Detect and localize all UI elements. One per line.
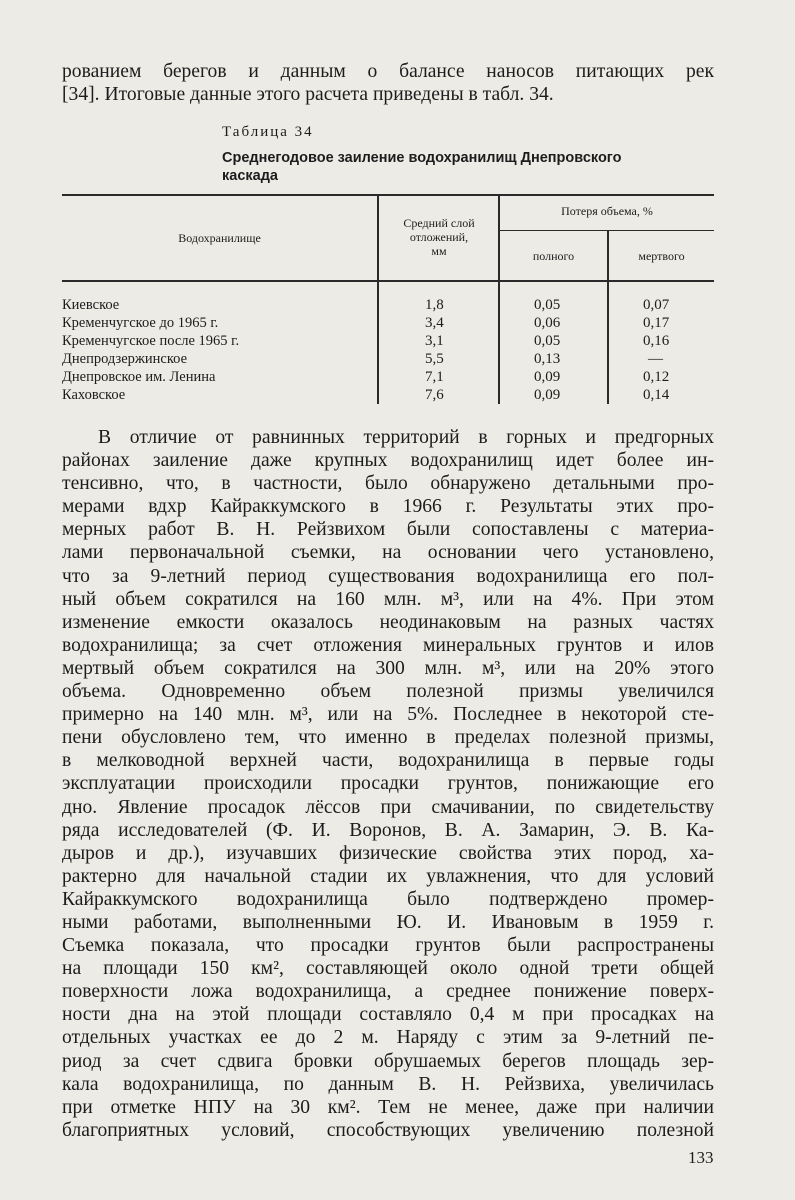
text-line: эксплуатации происходили просадки грунтов, понижающие его [62, 773, 714, 795]
text-line: В отличие от равнинных территорий в горных и предгорных [98, 427, 714, 448]
full-loss-value: 0,09 [534, 369, 561, 385]
full-loss-value: 0,13 [534, 351, 561, 367]
text-line: рованием берегов и данным о балансе наносов питающих рек [62, 61, 714, 82]
text-line: кала водохранилища, по данным В. Н. Рейзвиха, увеличилась [62, 1073, 714, 1095]
text-line: [34]. Итоговые данные этого расчета приведены в табл. 34. [62, 84, 554, 106]
page-number: 133 [688, 1148, 714, 1167]
table-label: Таблица 34 [222, 124, 314, 140]
header-reservoir: Водохранилище [178, 231, 261, 245]
table-title-line: каскада [222, 168, 278, 184]
header-layer-line: мм [431, 244, 447, 258]
text-line: при отметке НПУ на 30 км². Тем не менее, даже при наличии [62, 1096, 714, 1118]
text-line: дно. Явление просадок лёссов при смачивании, по свидетельству [62, 796, 714, 818]
reservoir-name: Киевское [62, 297, 120, 313]
text-line: ными работами, выполненными Ю. И. Ивановым в 1959 г. [62, 911, 714, 933]
layer-value: 3,4 [425, 315, 444, 331]
full-loss-value: 0,09 [534, 387, 561, 403]
text-line: отдельных участках ее до 2 м. Наряду с этим за 9-летний пе- [62, 1027, 714, 1049]
full-loss-value: 0,06 [534, 315, 561, 331]
dead-loss-value: 0,12 [643, 369, 670, 385]
header-layer-line: Средний слой [403, 216, 475, 230]
dead-loss-value: 0,16 [643, 333, 670, 349]
text-line: на площади 150 км², составляющей около одной трети общей [62, 958, 714, 980]
text-line: благоприятных условий, способствующих увеличению полезной [62, 1119, 714, 1141]
text-line: риод за счет сдвига бровки обрушаемых берегов площадь зер- [62, 1050, 714, 1072]
text-line: водохранилища; за счет отложения минеральных грунтов и илов [62, 634, 714, 656]
layer-value: 7,6 [425, 387, 444, 403]
column-divider [377, 194, 379, 404]
layer-value: 5,5 [425, 351, 444, 367]
text-line: ряда исследователей (Ф. И. Воронов, В. А. Замарин, Э. В. Ка- [62, 819, 714, 841]
header-layer [380, 216, 498, 258]
table-title [222, 149, 692, 185]
reservoir-name: Каховское [62, 387, 126, 403]
table-title-line: Среднегодовое заиление водохранилищ Днепровского [222, 150, 622, 166]
intro-paragraph [62, 60, 714, 106]
text-line: лами первоначальной съемки, на основании чего установлено, [62, 542, 714, 564]
reservoir-name: Кременчугское после 1965 г. [62, 333, 240, 349]
text-line: Съемка показала, что просадки грунтов были распространены [62, 935, 714, 957]
header-dead: мертвого [638, 249, 685, 263]
text-line: пени обусловлено тем, что именно в пределах полезной призмы, [62, 727, 714, 749]
dead-loss-value: 0,14 [643, 387, 670, 403]
full-loss-value: 0,05 [534, 333, 561, 349]
main-paragraph [62, 426, 714, 1142]
reservoir-name: Кременчугское до 1965 г. [62, 315, 219, 331]
text-line: мерных работ В. Н. Рейзвихом были сопоставлены с материа- [62, 519, 714, 541]
text-line: примерно на 140 млн. м³, или на 5%. Последнее в некоторой сте- [62, 704, 714, 726]
full-loss-value: 0,05 [534, 297, 561, 313]
text-line: мертвый объем сократился на 300 млн. м³, или на 20% этого [62, 657, 714, 679]
dead-loss-value: — [648, 351, 663, 367]
text-line: объема. Одновременно объем полезной призмы увеличился [62, 681, 714, 703]
dead-loss-value: 0,17 [643, 315, 670, 331]
text-line: мерами вдхр Кайраккумского в 1966 г. Результаты этих про- [62, 496, 714, 518]
table-header-rule [62, 280, 714, 282]
text-line: дыров и др.), изучавших физические свойства этих пород, ха- [62, 842, 714, 864]
text-line: в мелководной верхней части, водохранилища в первые годы [62, 750, 714, 772]
dead-loss-value: 0,07 [643, 297, 670, 313]
layer-value: 1,8 [425, 297, 444, 313]
text-line: ности дна на этой площади составляло 0,4 м при просадках на [62, 1004, 714, 1026]
text-line: тенсивно, что, в частности, было обнаружено детальными про- [62, 473, 714, 495]
text-line: Кайраккумского водохранилища было подтверждено промер- [62, 888, 714, 910]
text-line: изменение емкости оказалось неодинаковым на разных частях [62, 611, 714, 633]
column-divider [498, 194, 500, 404]
reservoir-name: Днепродзержинское [62, 351, 188, 367]
layer-value: 7,1 [425, 369, 444, 385]
layer-value: 3,1 [425, 333, 444, 349]
text-line: поверхности ложа водохранилища, а среднее понижение поверх- [62, 981, 714, 1003]
header-layer-line: отложений, [409, 230, 469, 244]
text-line: районах заиление даже крупных водохранилищ идет более ин- [62, 450, 714, 472]
table-top-rule [62, 194, 714, 196]
text-line: что за 9-летний период существования водохранилища его пол- [62, 565, 714, 587]
text-line: ный объем сократился на 160 млн. м³, или на 4%. При этом [62, 588, 714, 610]
reservoir-name: Днепровское им. Ленина [62, 369, 216, 385]
text-line: рактерно для начальной стадии их увлажнения, что для условий [62, 865, 714, 887]
header-volume-loss: Потеря объема, % [561, 204, 653, 218]
header-full: полного [532, 249, 575, 263]
